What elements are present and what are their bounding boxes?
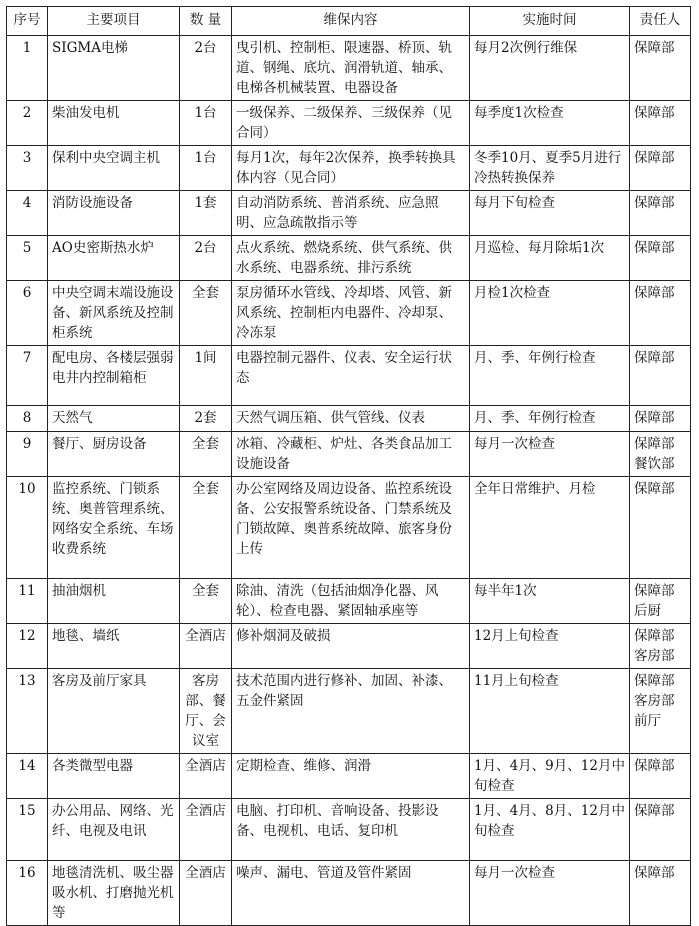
cell-qty: 1套	[180, 191, 232, 236]
cell-person: 保障部 客房部	[630, 624, 691, 669]
cell-person: 保障部	[630, 101, 691, 146]
cell-person: 保障部 后厨	[630, 579, 691, 624]
cell-time: 每月一次检查	[470, 861, 630, 926]
cell-content: 噪声、漏电、管道及管件紧固	[232, 861, 470, 926]
cell-time: 每月2次例行维保	[470, 36, 630, 101]
cell-content: 技术范围内进行修补、加固、补漆、五金件紧固	[232, 669, 470, 754]
cell-content: 电器控制元器件、仪表、安全运行状态	[232, 346, 470, 406]
cell-item: 地毯清洗机、吸尘器吸水机、打磨抛光机等	[48, 861, 180, 926]
table-row	[7, 579, 691, 624]
cell-no: 13	[7, 669, 48, 754]
cell-time: 冬季10月、夏季5月进行冷热转换保养	[470, 146, 630, 191]
cell-content: 电脑、打印机、音响设备、投影设备、电视机、电话、复印机	[232, 799, 470, 861]
cell-no: 14	[7, 754, 48, 799]
cell-time: 每季度1次检查	[470, 101, 630, 146]
cell-item: 配电房、各楼层强弱电井内控制箱柜	[48, 346, 180, 406]
table-row	[7, 432, 691, 477]
cell-content: 除油、清洗（包括油烟净化器、风轮）、检查电器、紧固轴承座等	[232, 579, 470, 624]
cell-content: 每月1次，每年2次保养，换季转换具体内容（见合同）	[232, 146, 470, 191]
cell-time: 月巡检、每月除垢1次	[470, 236, 630, 281]
cell-person: 保障部	[630, 799, 691, 861]
cell-person: 保障部	[630, 406, 691, 432]
cell-qty: 全套	[180, 477, 232, 579]
cell-no: 9	[7, 432, 48, 477]
cell-person: 保障部	[630, 861, 691, 926]
cell-item: 抽油烟机	[48, 579, 180, 624]
cell-item: 餐厅、厨房设备	[48, 432, 180, 477]
cell-person: 保障部	[630, 191, 691, 236]
cell-qty: 全酒店	[180, 861, 232, 926]
cell-item: 客房及前厅家具	[48, 669, 180, 754]
cell-qty: 全酒店	[180, 799, 232, 861]
table-row	[7, 236, 691, 281]
table-row	[7, 754, 691, 799]
table-row	[7, 406, 691, 432]
cell-qty: 全套	[180, 432, 232, 477]
cell-no: 12	[7, 624, 48, 669]
table-row	[7, 101, 691, 146]
cell-qty: 1台	[180, 101, 232, 146]
cell-person: 保障部 客房部 前厅	[630, 669, 691, 754]
cell-item: 各类微型电器	[48, 754, 180, 799]
cell-time: 每月一次检查	[470, 432, 630, 477]
cell-qty: 全套	[180, 579, 232, 624]
header-item: 主要项目	[48, 7, 180, 36]
cell-no: 2	[7, 101, 48, 146]
cell-content: 点火系统、燃烧系统、供气系统、供水系统、电器系统、排污系统	[232, 236, 470, 281]
cell-no: 8	[7, 406, 48, 432]
table-row	[7, 861, 691, 926]
cell-no: 3	[7, 146, 48, 191]
cell-content: 定期检查、维修、润滑	[232, 754, 470, 799]
cell-item: 消防设施设备	[48, 191, 180, 236]
cell-qty: 2台	[180, 36, 232, 101]
cell-person: 保障部	[630, 754, 691, 799]
cell-content: 冰箱、冷藏柜、炉灶、各类食品加工设施设备	[232, 432, 470, 477]
cell-item: 保利中央空调主机	[48, 146, 180, 191]
cell-time: 1月、4月、9月、12月中旬检查	[470, 754, 630, 799]
cell-time: 1月、4月、8月、12月中旬检查	[470, 799, 630, 861]
cell-qty: 客房部、餐厅、会议室	[180, 669, 232, 754]
cell-item: SIGMA电梯	[48, 36, 180, 101]
cell-time: 12月上旬检查	[470, 624, 630, 669]
cell-qty: 全套	[180, 281, 232, 346]
cell-no: 10	[7, 477, 48, 579]
cell-time: 11月上旬检查	[470, 669, 630, 754]
header-no: 序号	[7, 7, 48, 36]
cell-no: 6	[7, 281, 48, 346]
cell-item: 监控系统、门锁系统、奥普管理系统、网络安全系统、车场收费系统	[48, 477, 180, 579]
cell-person: 保障部	[630, 236, 691, 281]
cell-qty: 1间	[180, 346, 232, 406]
cell-time: 全年日常维护、月检	[470, 477, 630, 579]
cell-content: 自动消防系统、普消系统、应急照明、应急疏散指示等	[232, 191, 470, 236]
cell-person: 保障部	[630, 477, 691, 579]
cell-item: 天然气	[48, 406, 180, 432]
table-row	[7, 346, 691, 406]
cell-no: 1	[7, 36, 48, 101]
cell-time: 每半年1次	[470, 579, 630, 624]
cell-person: 保障部	[630, 146, 691, 191]
cell-no: 5	[7, 236, 48, 281]
table-row	[7, 669, 691, 754]
cell-person: 保障部	[630, 281, 691, 346]
cell-item: 中央空调末端设施设备、新风系统及控制柜系统	[48, 281, 180, 346]
header-row	[7, 7, 691, 36]
cell-content: 一级保养、二级保养、三级保养（见合同）	[232, 101, 470, 146]
cell-time: 月、季、年例行检查	[470, 346, 630, 406]
table-row	[7, 146, 691, 191]
cell-time: 月、季、年例行检查	[470, 406, 630, 432]
cell-person: 保障部	[630, 346, 691, 406]
cell-qty: 1台	[180, 146, 232, 191]
header-content: 维保内容	[232, 7, 470, 36]
cell-no: 11	[7, 579, 48, 624]
table-row	[7, 191, 691, 236]
table-row	[7, 799, 691, 861]
cell-no: 4	[7, 191, 48, 236]
cell-no: 7	[7, 346, 48, 406]
cell-no: 15	[7, 799, 48, 861]
table-row	[7, 281, 691, 346]
cell-qty: 全酒店	[180, 754, 232, 799]
cell-item: 地毯、墙纸	[48, 624, 180, 669]
cell-person: 保障部 餐饮部	[630, 432, 691, 477]
cell-item: AO史密斯热水炉	[48, 236, 180, 281]
table-row	[7, 36, 691, 101]
cell-person: 保障部	[630, 36, 691, 101]
header-person: 责任人	[630, 7, 691, 36]
cell-time: 月检1次检查	[470, 281, 630, 346]
cell-qty: 2台	[180, 236, 232, 281]
cell-content: 修补烟洞及破损	[232, 624, 470, 669]
header-time: 实施时间	[470, 7, 630, 36]
maintenance-table	[6, 6, 691, 926]
cell-item: 办公用品、网络、光纤、电视及电讯	[48, 799, 180, 861]
cell-item: 柴油发电机	[48, 101, 180, 146]
cell-content: 曳引机、控制柜、限速器、桥顶、轨道、钢绳、底坑、润滑轨道、轴承、电梯各机械装置、电器设备	[232, 36, 470, 101]
cell-qty: 全酒店	[180, 624, 232, 669]
cell-content: 泵房循环水管线、冷却塔、风管、新风系统、控制柜内电器件、冷却泵、冷冻泵	[232, 281, 470, 346]
cell-time: 每月下旬检查	[470, 191, 630, 236]
cell-content: 天然气调压箱、供气管线、仪表	[232, 406, 470, 432]
table-body	[7, 36, 691, 926]
cell-no: 16	[7, 861, 48, 926]
cell-content: 办公室网络及周边设备、监控系统设备、公安报警系统设备、门禁系统及门锁故障、奥普系统故障、旅客身份上传	[232, 477, 470, 579]
header-qty: 数 量	[180, 7, 232, 36]
table-row	[7, 624, 691, 669]
cell-qty: 2套	[180, 406, 232, 432]
table-row	[7, 477, 691, 579]
